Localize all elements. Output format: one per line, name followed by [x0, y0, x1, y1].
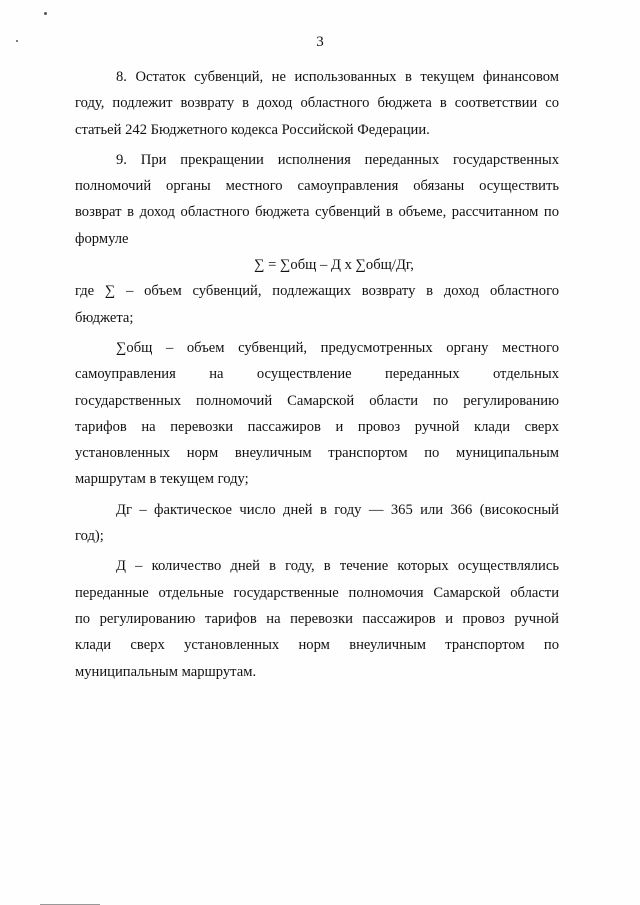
paragraph-line: установленных норм внеуличным транспортом по муниципальным: [75, 445, 559, 462]
paragraph-line: формуле: [75, 230, 129, 247]
paragraph-line: 9. При прекращении исполнения переданных государственных: [116, 151, 559, 168]
paragraph-line: Дг – фактическое число дней в году — 365 или 366 (високосный: [116, 501, 559, 518]
definition-sum: [75, 278, 559, 331]
paragraph-line: муниципальным маршрутам.: [75, 663, 257, 680]
paragraph-line: где ∑ – объем субвенций, подлежащих возврату в доход областного: [75, 283, 559, 300]
formula: ∑ = ∑общ – Д х ∑общ/Дг,: [254, 257, 414, 274]
paragraph-line: самоуправления на осуществление переданных отдельных: [75, 366, 559, 383]
paragraph-line: год);: [75, 528, 104, 545]
definition-days-in-year: [75, 497, 559, 550]
paragraph-line: году, подлежит возврату в доход областного бюджета в соответствии со: [75, 95, 559, 112]
paragraph-9: [75, 147, 559, 252]
paragraph-line: 8. Остаток субвенций, не использованных в текущем финансовом: [116, 69, 559, 85]
page-number: 3: [316, 34, 324, 50]
paragraph-line: клади сверх установленных норм внеуличным транспортом по: [75, 637, 559, 654]
paragraph-line: по регулированию тарифов на перевозки пассажиров и провоз ручной: [75, 610, 559, 627]
document-body: [75, 64, 559, 685]
paragraph-line: возврат в доход областного бюджета субвенций в объеме, рассчитанном по: [75, 204, 559, 221]
paragraph-line: Д – количество дней в году, в течение которых осуществлялись: [116, 558, 559, 575]
definition-days: [75, 553, 559, 684]
paragraph-line: переданные отдельные государственные полномочия Самарской области: [75, 584, 559, 601]
paragraph-line: маршрутам в текущем году;: [75, 471, 249, 488]
scan-speck: [44, 12, 47, 15]
paragraph-8: [75, 64, 559, 143]
paragraph-line: ∑общ – объем субвенций, предусмотренных органу местного: [116, 339, 559, 356]
definition-sum-total: [75, 335, 559, 493]
paragraph-line: полномочий органы местного самоуправления обязаны осуществить: [75, 178, 559, 195]
paragraph-line: статьей 242 Бюджетного кодекса Российской Федерации.: [75, 121, 430, 138]
paragraph-line: тарифов на перевозки пассажиров и провоз ручной клади сверх: [75, 418, 559, 435]
paragraph-line: государственных полномочий Самарской области по регулированию: [75, 392, 559, 409]
paragraph-line: бюджета;: [75, 309, 134, 326]
